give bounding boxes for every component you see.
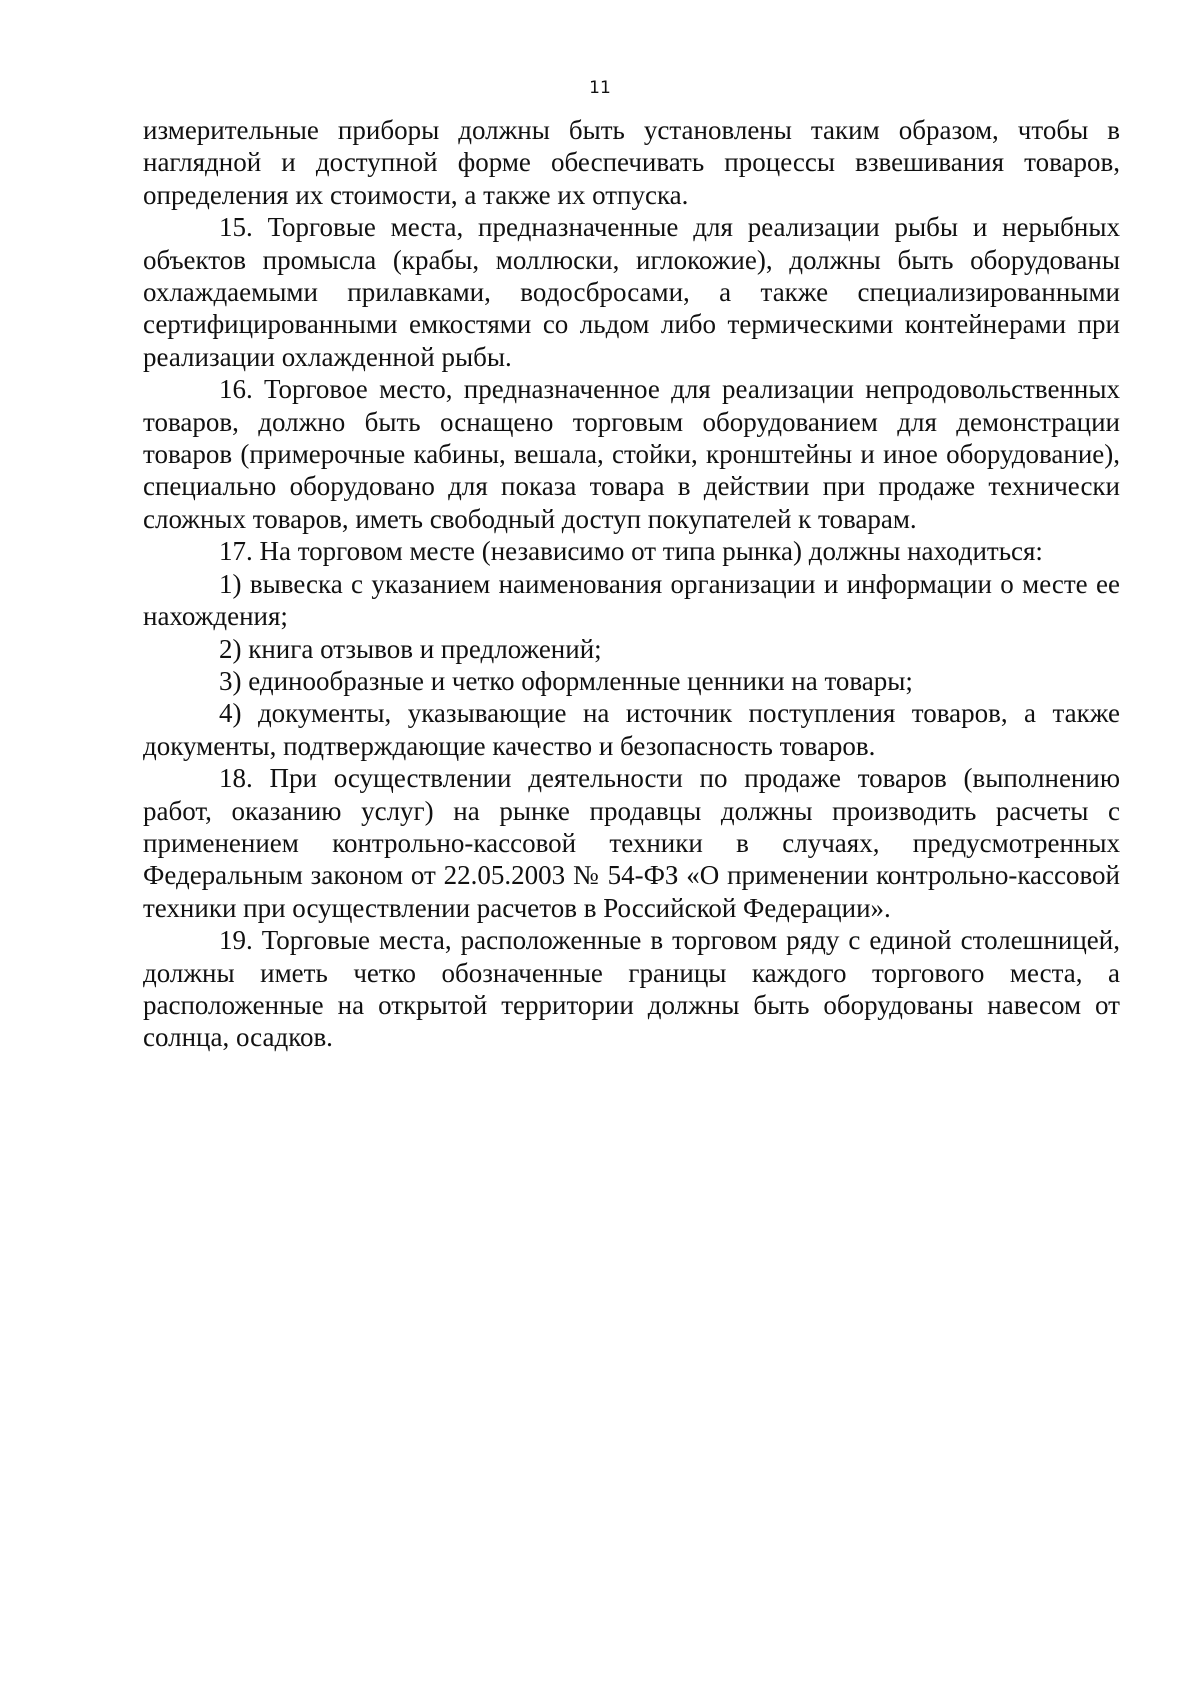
- paragraph-item-16: 16. Торговое место, предназначенное для реализации непродовольственных товаров, должно быть оснащено торговым оборудованием для демонстрации товаров (примерочные кабины, вешала, стойки, кронштейны и иное оборудование), специально оборудовано для показа товара в действии при продаже технически сложных товаров, иметь свободный доступ покупателей к товарам.: [143, 374, 1120, 534]
- list-item-1: 1) вывеска с указанием наименования организации и информации о месте ее нахождения;: [143, 568, 1120, 632]
- page-number: 11: [589, 78, 611, 98]
- list-item-4: 4) документы, указывающие на источник поступления товаров, а также документы, подтверждающие качество и безопасность товаров.: [143, 698, 1120, 761]
- paragraph-continuation: измерительные приборы должны быть установлены таким образом, чтобы в наглядной и доступной форме обеспечивать процессы взвешивания товаров, определения их стоимости, а также их отпуска.: [143, 115, 1120, 210]
- body-text: [143, 114, 1120, 1054]
- paragraph-item-19: 19. Торговые места, расположенные в торговом ряду с единой столешницей, должны иметь четко обозначенные границы каждого торгового места, а расположенные на открытой территории должны быть оборудованы навесом от солнца, осадков.: [143, 925, 1120, 1053]
- paragraph-item-17: 17. На торговом месте (независимо от типа рынка) должны находиться:: [219, 536, 1043, 567]
- paragraph-item-18: 18. При осуществлении деятельности по продаже товаров (выполнению работ, оказанию услуг) на рынке продавцы должны производить расчеты с применением контрольно-кассовой техники в случаях, предусмотренных Федеральным законом от 22.05.2003 № 54-ФЗ «О применении контрольно-кассовой техники при осуществлении расчетов в Российской Федерации».: [143, 763, 1120, 923]
- list-item-2: 2) книга отзывов и предложений;: [219, 633, 602, 664]
- list-item-3: 3) единообразные и четко оформленные ценники на товары;: [219, 665, 913, 696]
- paragraph-item-15: 15. Торговые места, предназначенные для реализации рыбы и нерыбных объектов промысла (крабы, моллюски, иглокожие), должны быть оборудованы охлаждаемыми прилавками, водосбросами, а также специализированными сертифицированными емкостями со льдом либо термическими контейнерами при реализации охлажденной рыбы.: [143, 212, 1120, 372]
